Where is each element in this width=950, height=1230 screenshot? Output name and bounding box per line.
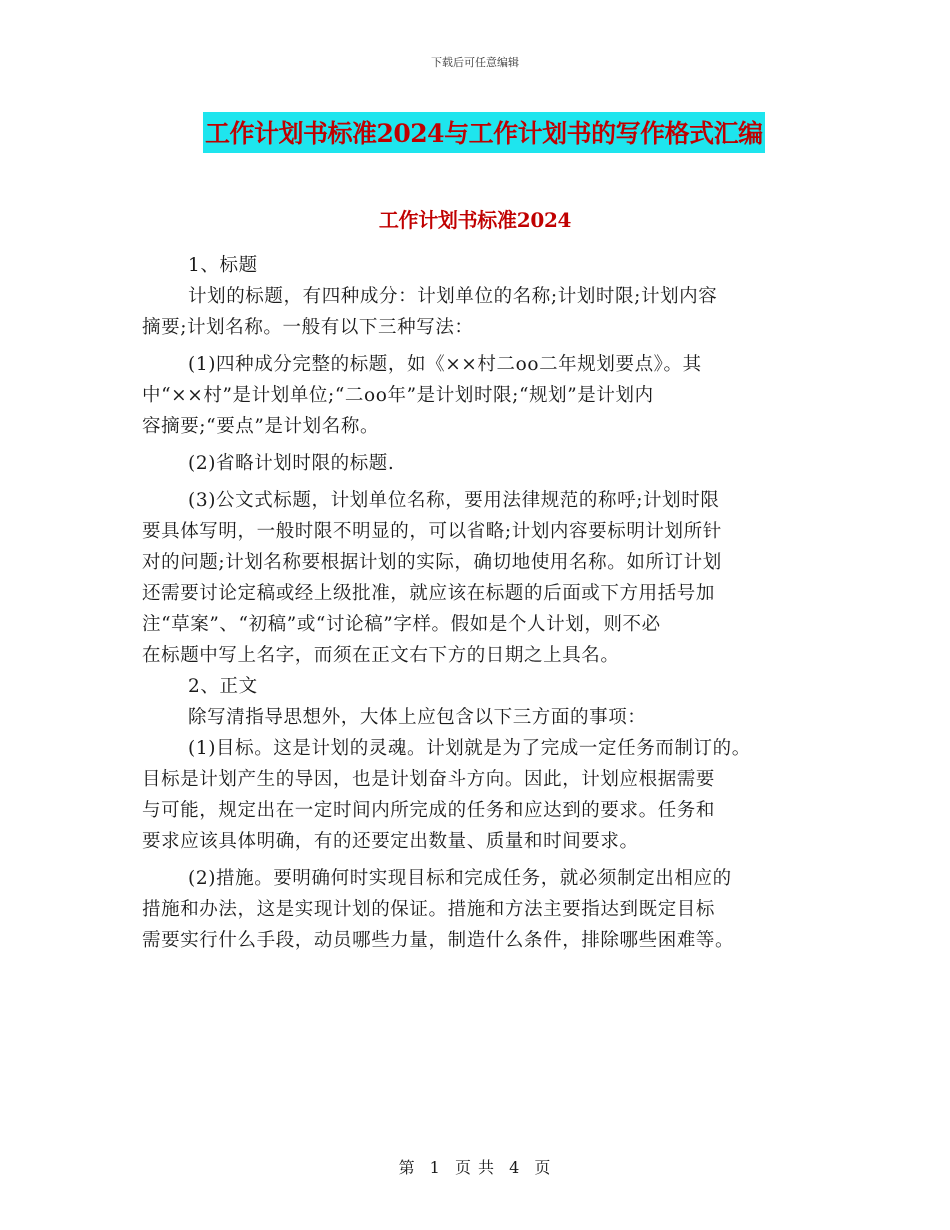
- paragraph-line: 对的问题;计划名称要根据计划的实际，确切地使用名称。如所订计划: [142, 552, 722, 573]
- footer-suffix: 页: [534, 1158, 552, 1177]
- paragraph-line: 容摘要;“要点”是计划名称。: [142, 416, 380, 437]
- paragraph-line: 与可能，规定出在一定时间内所完成的任务和应达到的要求。任务和: [142, 800, 716, 821]
- paragraph-line: (1)目标。这是计划的灵魂。计划就是为了完成一定任务而制订的。: [188, 738, 751, 759]
- paragraph-line: 注“草案”、“初稿”或“讨论稿”字样。假如是个人计划，则不必: [142, 614, 661, 635]
- paragraph-line: (2)措施。要明确何时实现目标和完成任务，就必须制定出相应的: [188, 868, 732, 889]
- total-pages: 4: [509, 1158, 521, 1177]
- paragraph-line: 目标是计划产生的导因，也是计划奋斗方向。因此，计划应根据需要: [142, 769, 716, 790]
- paragraph-line: 中“××村”是计划单位;“二oo年”是计划时限;“规划”是计划内: [142, 385, 654, 406]
- page-footer: [0, 1155, 950, 1178]
- paragraph-line: 1、标题: [188, 255, 258, 276]
- page-header: 下载后可任意编辑: [431, 56, 519, 69]
- section-title: 工作计划书标准2024: [378, 208, 572, 232]
- paragraph-line: 要具体写明，一般时限不明显的，可以省略;计划内容要标明计划所针: [142, 521, 722, 542]
- page-number: 1: [429, 1158, 441, 1177]
- paragraph-line: 计划的标题，有四种成分：计划单位的名称;计划时限;计划内容: [188, 286, 718, 307]
- paragraph-line: 要求应该具体明确，有的还要定出数量、质量和时间要求。: [142, 831, 639, 852]
- paragraph-line: 除写清指导思想外，大体上应包含以下三方面的事项：: [188, 707, 647, 728]
- paragraph-line: 2、正文: [188, 676, 258, 697]
- body-text: [142, 250, 832, 956]
- paragraph-line: 还需要讨论定稿或经上级批准，就应该在标题的后面或下方用括号加: [142, 583, 716, 604]
- paragraph-line: 摘要;计划名称。一般有以下三种写法：: [142, 317, 474, 338]
- paragraph-line: 在标题中写上名字，而须在正文右下方的日期之上具名。: [142, 645, 620, 666]
- paragraph-line: 措施和办法，这是实现计划的保证。措施和方法主要指达到既定目标: [142, 899, 716, 920]
- paragraph-line: (3)公文式标题，计划单位名称，要用法律规范的称呼;计划时限: [188, 490, 720, 511]
- footer-mid: 页 共: [454, 1158, 496, 1177]
- paragraph-line: (2)省略计划时限的标题.: [188, 453, 395, 474]
- footer-prefix: 第: [398, 1158, 416, 1177]
- paragraph-line: (1)四种成分完整的标题，如《××村二oo二年规划要点》。其: [188, 354, 702, 375]
- paragraph-line: 需要实行什么手段，动员哪些力量，制造什么条件，排除哪些困难等。: [142, 930, 735, 951]
- main-title: 工作计划书标准2024与工作计划书的写作格式汇编: [203, 112, 765, 153]
